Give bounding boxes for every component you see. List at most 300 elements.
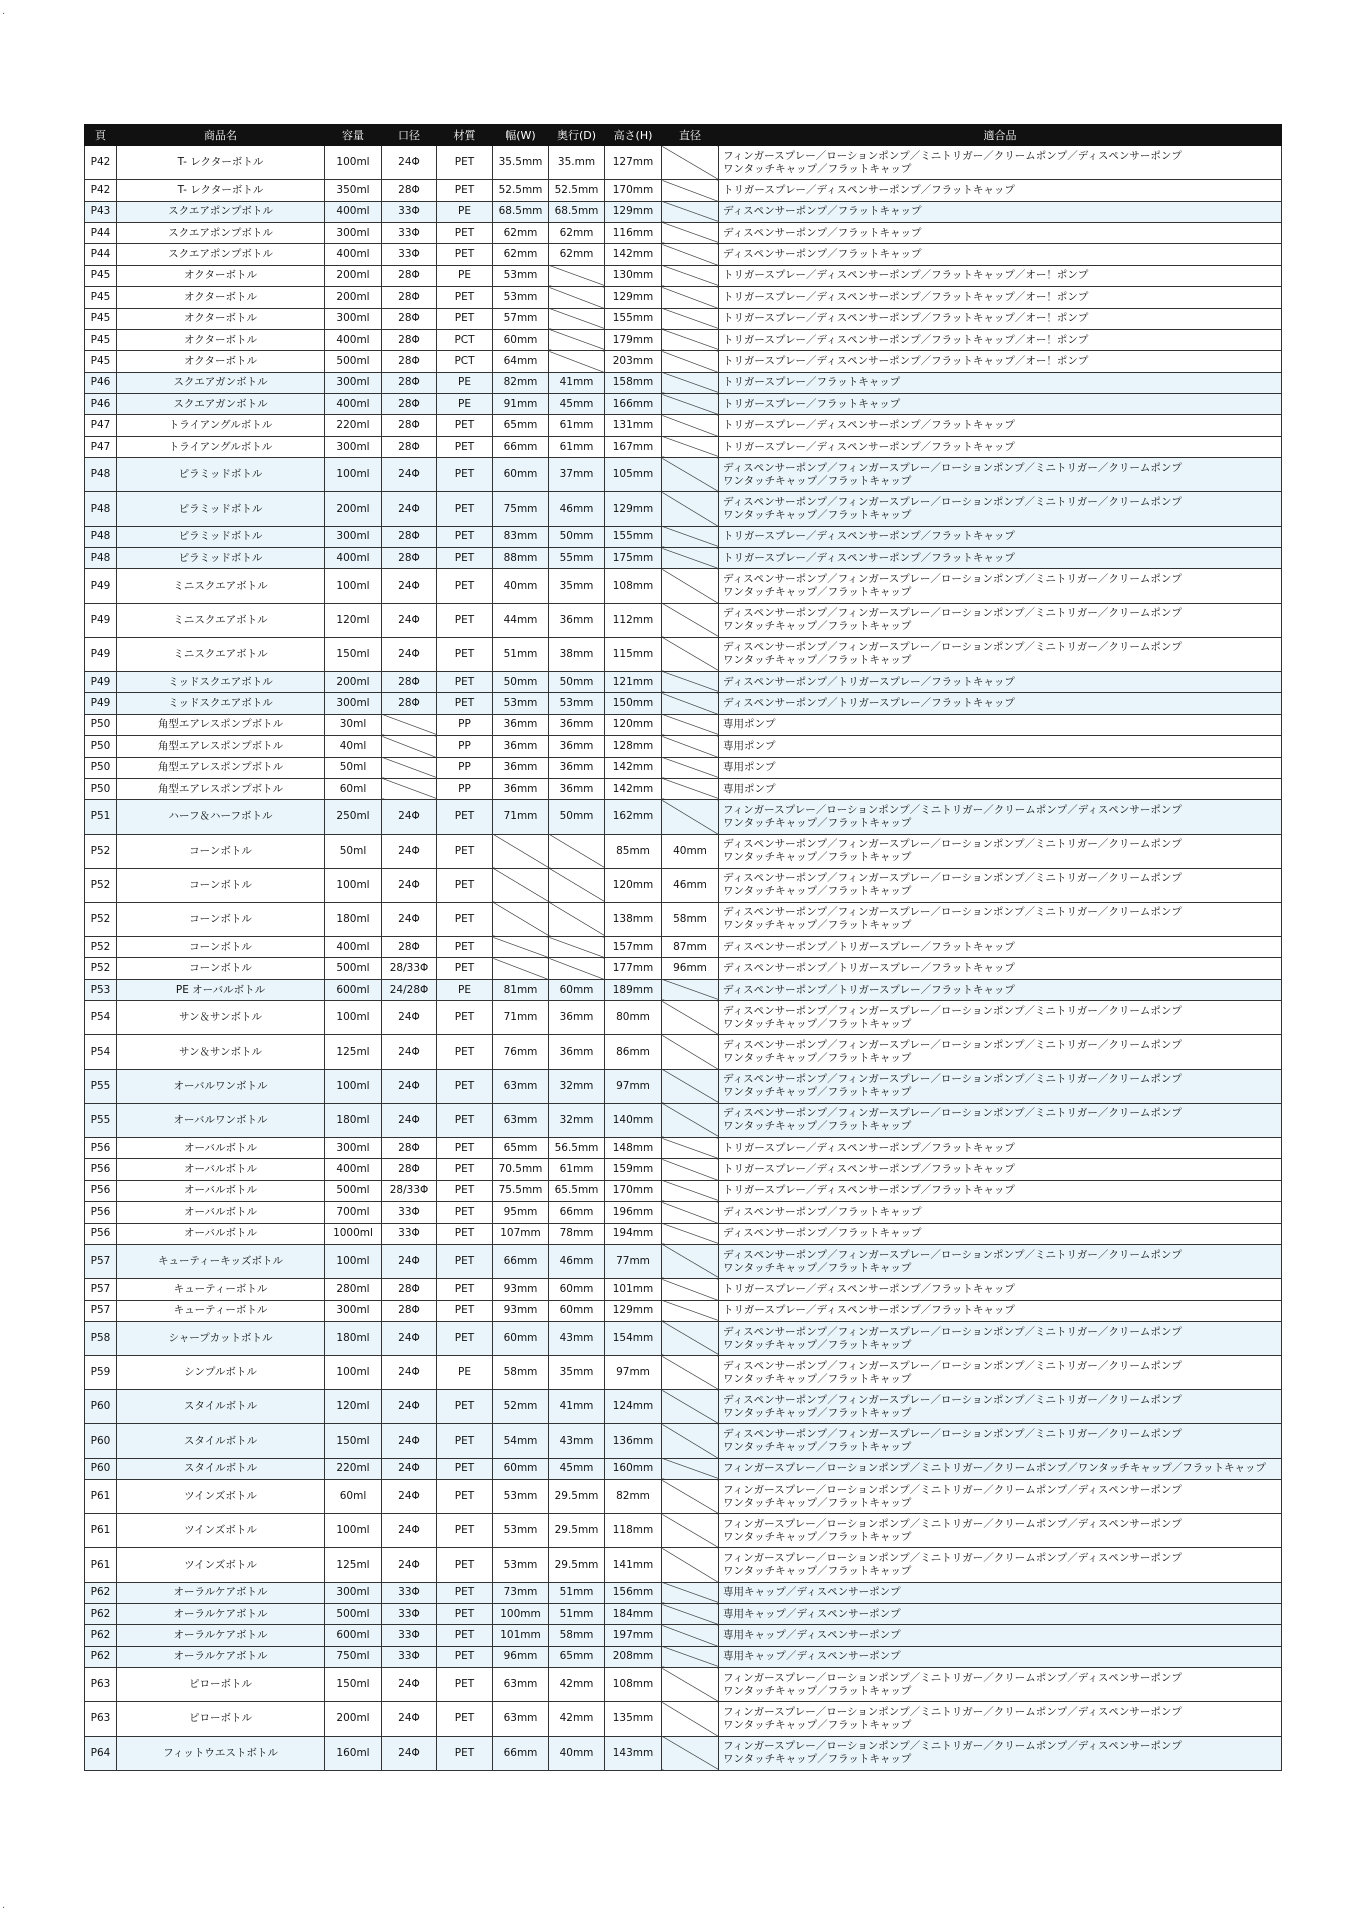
cell-depth [549, 329, 605, 350]
crop-mark-top: . [2, 6, 6, 17]
cell-mouth: 24Φ [382, 800, 437, 834]
cell-width: 76mm [493, 1035, 549, 1069]
cell-capacity: 200ml [325, 1702, 382, 1736]
cell-compatible [719, 778, 1282, 799]
cell-width: 53mm [493, 287, 549, 308]
cell-product-name: ミニスクエアボトル [117, 569, 325, 603]
table-row [85, 1180, 1282, 1201]
cell-depth: 78mm [549, 1223, 605, 1244]
cell-capacity: 500ml [325, 351, 382, 372]
cell-diameter [662, 778, 719, 799]
cell-width: 71mm [493, 800, 549, 834]
table-row [85, 1514, 1282, 1548]
cell-material: PE [437, 979, 493, 1000]
cell-page: P56 [85, 1180, 117, 1201]
cell-diameter [662, 1321, 719, 1355]
cell-depth: 65.5mm [549, 1180, 605, 1201]
cell-compatible [719, 1321, 1282, 1355]
cell-compatible [719, 637, 1282, 671]
cell-depth: 35mm [549, 1356, 605, 1390]
cell-depth: 36mm [549, 1001, 605, 1035]
cell-material: PET [437, 1321, 493, 1355]
cell-depth: 41mm [549, 1390, 605, 1424]
cell-product-name: オーバルボトル [117, 1202, 325, 1223]
cell-compatible [719, 415, 1282, 436]
cell-page: P51 [85, 800, 117, 834]
cell-diameter [662, 1138, 719, 1159]
cell-compatible [719, 1702, 1282, 1736]
cell-page: P49 [85, 569, 117, 603]
cell-page: P50 [85, 736, 117, 757]
cell-product-name: ミニスクエアボトル [117, 603, 325, 637]
compatible-line: ワンタッチキャップ／フラットキャップ [723, 620, 912, 633]
compatible-line: ディスペンサーポンプ／フィンガースプレー／ローションポンプ／ミニトリガー／クリームポンプ [723, 1393, 1182, 1406]
cell-capacity: 100ml [325, 146, 382, 180]
cell-height: 138mm [605, 902, 662, 936]
cell-width: 53mm [493, 1514, 549, 1548]
cell-capacity: 100ml [325, 569, 382, 603]
table-row [85, 1548, 1282, 1582]
cell-width: 60mm [493, 1458, 549, 1479]
cell-material: PET [437, 1001, 493, 1035]
cell-depth: 36mm [549, 736, 605, 757]
cell-page: P52 [85, 868, 117, 902]
cell-compatible [719, 287, 1282, 308]
cell-material: PET [437, 526, 493, 547]
cell-product-name: ツインズボトル [117, 1514, 325, 1548]
cell-page: P52 [85, 937, 117, 958]
compatible-line: フィンガースプレー／ローションポンプ／ミニトリガー／クリームポンプ／ディスペンサーポンプ [723, 1740, 1182, 1753]
cell-compatible [719, 1202, 1282, 1223]
compatible-line: ワンタッチキャップ／フラットキャップ [723, 1261, 912, 1274]
cell-capacity: 180ml [325, 902, 382, 936]
cell-material: PET [437, 1604, 493, 1625]
cell-height: 120mm [605, 714, 662, 735]
cell-mouth: 24Φ [382, 902, 437, 936]
cell-product-name: コーンボトル [117, 902, 325, 936]
cell-page: P58 [85, 1321, 117, 1355]
table-row [85, 458, 1282, 492]
cell-compatible [719, 548, 1282, 569]
cell-height: 189mm [605, 979, 662, 1000]
table-row [85, 1223, 1282, 1244]
cell-height: 118mm [605, 1514, 662, 1548]
compatible-line: ワンタッチキャップ／フラットキャップ [723, 1565, 912, 1578]
cell-diameter [662, 979, 719, 1000]
cell-height: 124mm [605, 1390, 662, 1424]
cell-depth: 60mm [549, 979, 605, 1000]
compatible-line: ワンタッチキャップ／フラットキャップ [723, 654, 912, 667]
compatible-line: ワンタッチキャップ／フラットキャップ [723, 1441, 912, 1454]
cell-width [493, 958, 549, 979]
compatible-line: ディスペンサーポンプ／フラットキャップ [723, 248, 922, 261]
table-row [85, 1202, 1282, 1223]
cell-diameter [662, 458, 719, 492]
table-row [85, 1668, 1282, 1702]
cell-depth: 50mm [549, 671, 605, 692]
cell-page: P54 [85, 1035, 117, 1069]
cell-width: 95mm [493, 1202, 549, 1223]
cell-width: 64mm [493, 351, 549, 372]
cell-material: PET [437, 1300, 493, 1321]
table-row [85, 603, 1282, 637]
cell-material: PET [437, 1069, 493, 1103]
cell-height: 142mm [605, 757, 662, 778]
cell-diameter [662, 548, 719, 569]
cell-capacity: 500ml [325, 958, 382, 979]
cell-depth: 35mm [549, 569, 605, 603]
cell-width [493, 868, 549, 902]
cell-page: P46 [85, 372, 117, 393]
compatible-line: ディスペンサーポンプ／フラットキャップ [723, 1227, 922, 1240]
table-row [85, 1390, 1282, 1424]
cell-compatible [719, 958, 1282, 979]
cell-page: P57 [85, 1244, 117, 1278]
cell-mouth: 33Φ [382, 1582, 437, 1603]
table-row [85, 958, 1282, 979]
cell-width: 54mm [493, 1424, 549, 1458]
cell-compatible [719, 1582, 1282, 1603]
cell-material: PET [437, 1646, 493, 1667]
cell-product-name: オーバルボトル [117, 1180, 325, 1201]
cell-capacity: 150ml [325, 637, 382, 671]
cell-page: P62 [85, 1646, 117, 1667]
cell-width: 91mm [493, 394, 549, 415]
cell-page: P61 [85, 1480, 117, 1514]
cell-compatible [719, 1001, 1282, 1035]
cell-mouth: 24Φ [382, 1736, 437, 1770]
cell-material: PET [437, 671, 493, 692]
cell-material: PET [437, 1702, 493, 1736]
table-row [85, 1604, 1282, 1625]
compatible-line: 専用ポンプ [723, 739, 776, 752]
cell-material: PET [437, 222, 493, 243]
cell-mouth: 24Φ [382, 637, 437, 671]
cell-width: 60mm [493, 1321, 549, 1355]
cell-width: 40mm [493, 569, 549, 603]
compatible-line: ディスペンサーポンプ／フィンガースプレー／ローションポンプ／ミニトリガー／クリームポンプ [723, 1428, 1182, 1441]
cell-capacity: 200ml [325, 671, 382, 692]
cell-product-name: スクエアガンボトル [117, 394, 325, 415]
cell-product-name: オーバルワンボトル [117, 1103, 325, 1137]
cell-width: 63mm [493, 1103, 549, 1137]
cell-page: P50 [85, 757, 117, 778]
cell-page: P44 [85, 244, 117, 265]
cell-capacity: 700ml [325, 1202, 382, 1223]
cell-height: 142mm [605, 778, 662, 799]
cell-depth: 52.5mm [549, 180, 605, 201]
table-row [85, 329, 1282, 350]
compatible-line: ディスペンサーポンプ／トリガースプレー／フラットキャップ [723, 962, 1015, 975]
cell-diameter [662, 671, 719, 692]
cell-compatible [719, 1646, 1282, 1667]
cell-height: 159mm [605, 1159, 662, 1180]
cell-compatible [719, 146, 1282, 180]
cell-width: 53mm [493, 265, 549, 286]
cell-compatible [719, 979, 1282, 1000]
cell-compatible [719, 1103, 1282, 1137]
cell-capacity: 30ml [325, 714, 382, 735]
cell-capacity: 100ml [325, 1356, 382, 1390]
cell-product-name: オクターボトル [117, 287, 325, 308]
cell-depth: 29.5mm [549, 1480, 605, 1514]
compatible-line: トリガースプレー／ディスペンサーポンプ／フラットキャップ [723, 1141, 1015, 1154]
cell-height: 101mm [605, 1279, 662, 1300]
cell-product-name: スクエアガンボトル [117, 372, 325, 393]
cell-width: 66mm [493, 1736, 549, 1770]
cell-material: PET [437, 569, 493, 603]
cell-height: 80mm [605, 1001, 662, 1035]
cell-page: P49 [85, 637, 117, 671]
cell-height: 155mm [605, 526, 662, 547]
compatible-line: ディスペンサーポンプ／フィンガースプレー／ローションポンプ／ミニトリガー／クリームポンプ [723, 573, 1182, 586]
compatible-line: フィンガースプレー／ローションポンプ／ミニトリガー／クリームポンプ／ディスペンサーポンプ [723, 1705, 1182, 1718]
cell-capacity: 300ml [325, 1138, 382, 1159]
table-row [85, 1424, 1282, 1458]
table-row [85, 736, 1282, 757]
cell-material: PCT [437, 351, 493, 372]
cell-width: 52mm [493, 1390, 549, 1424]
cell-height: 127mm [605, 146, 662, 180]
compatible-line: ディスペンサーポンプ／フィンガースプレー／ローションポンプ／ミニトリガー／クリームポンプ [723, 1073, 1182, 1086]
table-row [85, 1103, 1282, 1137]
header-material: 材質 [437, 125, 493, 146]
table-row [85, 1035, 1282, 1069]
cell-material: PE [437, 201, 493, 222]
cell-compatible [719, 222, 1282, 243]
cell-diameter [662, 1458, 719, 1479]
cell-depth: 46mm [549, 1244, 605, 1278]
cell-page: P44 [85, 222, 117, 243]
cell-mouth: 33Φ [382, 201, 437, 222]
table-row [85, 1480, 1282, 1514]
cell-capacity: 50ml [325, 757, 382, 778]
compatible-line: ディスペンサーポンプ／フィンガースプレー／ローションポンプ／ミニトリガー／クリームポンプ [723, 461, 1182, 474]
cell-product-name: PE オーバルボトル [117, 979, 325, 1000]
cell-compatible [719, 1180, 1282, 1201]
header-page: 頁 [85, 125, 117, 146]
cell-diameter [662, 1702, 719, 1736]
cell-depth: 46mm [549, 492, 605, 526]
cell-depth: 60mm [549, 1300, 605, 1321]
cell-capacity: 300ml [325, 372, 382, 393]
cell-page: P45 [85, 329, 117, 350]
cell-diameter [662, 1001, 719, 1035]
cell-page: P53 [85, 979, 117, 1000]
cell-product-name: ツインズボトル [117, 1548, 325, 1582]
cell-mouth: 28Φ [382, 693, 437, 714]
cell-material: PET [437, 693, 493, 714]
cell-diameter [662, 1356, 719, 1390]
cell-product-name: コーンボトル [117, 834, 325, 868]
cell-compatible [719, 1736, 1282, 1770]
compatible-line: ディスペンサーポンプ／フィンガースプレー／ローションポンプ／ミニトリガー／クリームポンプ [723, 607, 1182, 620]
cell-mouth: 24Φ [382, 1069, 437, 1103]
cell-height: 130mm [605, 265, 662, 286]
cell-depth: 32mm [549, 1103, 605, 1137]
cell-diameter [662, 1390, 719, 1424]
cell-product-name: スタイルボトル [117, 1458, 325, 1479]
table-row [85, 778, 1282, 799]
cell-capacity: 1000ml [325, 1223, 382, 1244]
cell-mouth: 24Φ [382, 1702, 437, 1736]
cell-product-name: シンプルボトル [117, 1356, 325, 1390]
cell-diameter [662, 1223, 719, 1244]
cell-diameter [662, 329, 719, 350]
cell-capacity: 60ml [325, 778, 382, 799]
cell-mouth [382, 714, 437, 735]
cell-product-name: オーラルケアボトル [117, 1582, 325, 1603]
cell-capacity: 300ml [325, 1300, 382, 1321]
cell-depth: 43mm [549, 1321, 605, 1355]
cell-mouth: 24Φ [382, 146, 437, 180]
cell-width: 107mm [493, 1223, 549, 1244]
cell-depth: 62mm [549, 244, 605, 265]
cell-capacity: 50ml [325, 834, 382, 868]
cell-material: PET [437, 1480, 493, 1514]
table-row [85, 436, 1282, 457]
cell-product-name: フィットウエストボトル [117, 1736, 325, 1770]
table-row [85, 244, 1282, 265]
cell-product-name: キューティーボトル [117, 1279, 325, 1300]
table-row [85, 714, 1282, 735]
cell-width: 52.5mm [493, 180, 549, 201]
cell-depth: 36mm [549, 757, 605, 778]
table-row [85, 265, 1282, 286]
cell-page: P61 [85, 1514, 117, 1548]
table-row [85, 637, 1282, 671]
cell-diameter [662, 693, 719, 714]
cell-width: 75mm [493, 492, 549, 526]
cell-diameter [662, 287, 719, 308]
compatible-line: ディスペンサーポンプ／フィンガースプレー／ローションポンプ／ミニトリガー／クリームポンプ [723, 1107, 1182, 1120]
bottle-spec-table [84, 124, 1282, 1771]
table-row [85, 937, 1282, 958]
cell-diameter [662, 757, 719, 778]
cell-product-name: サン＆サンボトル [117, 1001, 325, 1035]
cell-mouth: 28Φ [382, 1138, 437, 1159]
cell-height: 85mm [605, 834, 662, 868]
cell-depth: 61mm [549, 436, 605, 457]
cell-capacity: 180ml [325, 1321, 382, 1355]
compatible-line: トリガースプレー／フラットキャップ [723, 376, 901, 389]
cell-product-name: サン＆サンボトル [117, 1035, 325, 1069]
compatible-line: 専用キャップ／ディスペンサーポンプ [723, 1650, 901, 1663]
cell-compatible [719, 329, 1282, 350]
header-diameter: 直径 [662, 125, 719, 146]
cell-height: 142mm [605, 244, 662, 265]
table-row [85, 979, 1282, 1000]
cell-mouth: 33Φ [382, 1223, 437, 1244]
cell-capacity: 100ml [325, 1514, 382, 1548]
cell-product-name: スクエアポンプボトル [117, 222, 325, 243]
cell-material: PE [437, 1356, 493, 1390]
cell-diameter [662, 1736, 719, 1770]
cell-material: PET [437, 1582, 493, 1603]
cell-width: 53mm [493, 693, 549, 714]
cell-material: PET [437, 548, 493, 569]
cell-height: 129mm [605, 201, 662, 222]
cell-mouth: 24Φ [382, 603, 437, 637]
table-row [85, 834, 1282, 868]
cell-depth: 50mm [549, 526, 605, 547]
compatible-line: ディスペンサーポンプ／フィンガースプレー／ローションポンプ／ミニトリガー／クリームポンプ [723, 872, 1182, 885]
header-height: 高さ(H) [605, 125, 662, 146]
cell-width: 66mm [493, 1244, 549, 1278]
compatible-line: ワンタッチキャップ／フラットキャップ [723, 885, 912, 898]
cell-width: 53mm [493, 1480, 549, 1514]
cell-compatible [719, 1390, 1282, 1424]
compatible-line: ワンタッチキャップ／フラットキャップ [723, 1718, 912, 1731]
cell-compatible [719, 1458, 1282, 1479]
cell-depth [549, 937, 605, 958]
cell-page: P55 [85, 1103, 117, 1137]
cell-mouth: 33Φ [382, 244, 437, 265]
cell-material: PET [437, 1548, 493, 1582]
compatible-line: ワンタッチキャップ／フラットキャップ [723, 1372, 912, 1385]
cell-product-name: オクターボトル [117, 351, 325, 372]
cell-compatible [719, 526, 1282, 547]
cell-page: P46 [85, 394, 117, 415]
cell-product-name: ピラミッドボトル [117, 458, 325, 492]
cell-diameter [662, 222, 719, 243]
cell-capacity: 400ml [325, 201, 382, 222]
cell-mouth: 33Φ [382, 1202, 437, 1223]
cell-depth: 51mm [549, 1604, 605, 1625]
cell-compatible [719, 1356, 1282, 1390]
table-row [85, 1458, 1282, 1479]
cell-capacity: 600ml [325, 1625, 382, 1646]
cell-product-name: スタイルボトル [117, 1424, 325, 1458]
cell-material: PET [437, 1180, 493, 1201]
cell-compatible [719, 1223, 1282, 1244]
cell-compatible [719, 1668, 1282, 1702]
cell-capacity: 100ml [325, 1244, 382, 1278]
compatible-line: ディスペンサーポンプ／フィンガースプレー／ローションポンプ／ミニトリガー／クリームポンプ [723, 838, 1182, 851]
cell-diameter [662, 1300, 719, 1321]
cell-material: PET [437, 1035, 493, 1069]
cell-width: 70.5mm [493, 1159, 549, 1180]
cell-material: PET [437, 1458, 493, 1479]
compatible-line: ワンタッチキャップ／フラットキャップ [723, 1406, 912, 1419]
cell-mouth: 24Φ [382, 1548, 437, 1582]
table-row [85, 146, 1282, 180]
cell-width [493, 834, 549, 868]
cell-mouth: 33Φ [382, 1646, 437, 1667]
cell-material: PET [437, 1736, 493, 1770]
header-depth: 奥行(D) [549, 125, 605, 146]
cell-height: 115mm [605, 637, 662, 671]
compatible-line: フィンガースプレー／ローションポンプ／ミニトリガー／クリームポンプ／ディスペンサーポンプ [723, 1517, 1182, 1530]
cell-width: 75.5mm [493, 1180, 549, 1201]
cell-depth [549, 958, 605, 979]
table-row [85, 1300, 1282, 1321]
cell-page: P42 [85, 146, 117, 180]
cell-height: 97mm [605, 1069, 662, 1103]
compatible-line: 専用キャップ／ディスペンサーポンプ [723, 1629, 901, 1642]
cell-page: P60 [85, 1458, 117, 1479]
cell-mouth: 24Φ [382, 868, 437, 902]
cell-width [493, 937, 549, 958]
cell-width: 44mm [493, 603, 549, 637]
cell-depth: 56.5mm [549, 1138, 605, 1159]
cell-width: 58mm [493, 1356, 549, 1390]
cell-mouth: 33Φ [382, 222, 437, 243]
cell-height: 203mm [605, 351, 662, 372]
compatible-line: トリガースプレー／ディスペンサーポンプ／フラットキャップ [723, 419, 1015, 432]
compatible-line: 専用キャップ／ディスペンサーポンプ [723, 1586, 901, 1599]
cell-diameter [662, 1279, 719, 1300]
